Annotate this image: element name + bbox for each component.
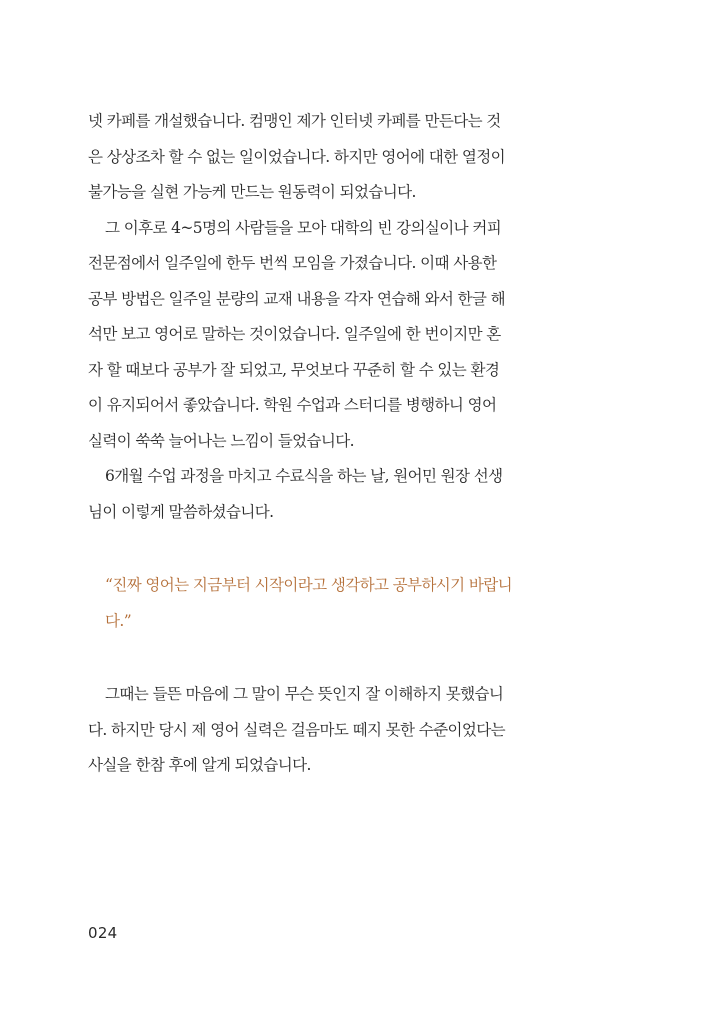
text-line: 님이 이렇게 말씀하셨습니다.	[88, 502, 274, 521]
text-line: 그 이후로 4~5명의 사람들을 모아 대학의 빈 강의실이나 커피	[105, 218, 502, 237]
spacer	[88, 639, 550, 677]
text-line: 다. 하지만 당시 제 영어 실력은 걸음마도 떼지 못한 수준이었다는	[88, 720, 505, 739]
page-body	[88, 104, 550, 784]
text-line: 실력이 쑥쑥 늘어나는 느낌이 들었습니다.	[88, 431, 354, 450]
paragraph	[88, 459, 550, 530]
quote-block	[88, 568, 550, 639]
spacer	[88, 530, 550, 568]
text-line: 사실을 한참 후에 알게 되었습니다.	[88, 756, 311, 774]
page-number: 024	[88, 924, 118, 942]
paragraph	[88, 104, 550, 211]
text-line: 은 상상조차 할 수 없는 일이었습니다. 하지만 영어에 대한 열정이	[88, 147, 505, 166]
text-line: 자 할 때보다 공부가 잘 되었고, 무엇보다 꾸준히 할 수 있는 환경	[88, 360, 500, 379]
text-line: 이 유지되어서 좋았습니다. 학원 수업과 스터디를 병행하니 영어	[88, 396, 497, 414]
text-line: 석만 보고 영어로 말하는 것이었습니다. 일주일에 한 번이지만 혼	[88, 325, 501, 343]
paragraph	[88, 677, 550, 784]
text-line: 전문점에서 일주일에 한두 번씩 모임을 가졌습니다. 이때 사용한	[88, 254, 497, 272]
paragraph	[88, 211, 550, 460]
text-line: 공부 방법은 일주일 분량의 교재 내용을 각자 연습해 와서 한글 해	[88, 289, 505, 308]
text-line: 6개월 수업 과정을 마치고 수료식을 하는 날, 원어민 원장 선생	[105, 467, 503, 485]
text-line: 넷 카페를 개설했습니다. 컴맹인 제가 인터넷 카페를 만든다는 것	[88, 112, 501, 130]
quote-line: “진짜 영어는 지금부터 시작이라고 생각하고 공부하시기 바랍니	[105, 576, 512, 594]
text-line: 그때는 들뜬 마음에 그 말이 무슨 뜻인지 잘 이해하지 못했습니	[105, 685, 504, 703]
text-line: 불가능을 실현 가능케 만드는 원동력이 되었습니다.	[88, 183, 416, 201]
quote-line: 다.”	[105, 611, 132, 630]
